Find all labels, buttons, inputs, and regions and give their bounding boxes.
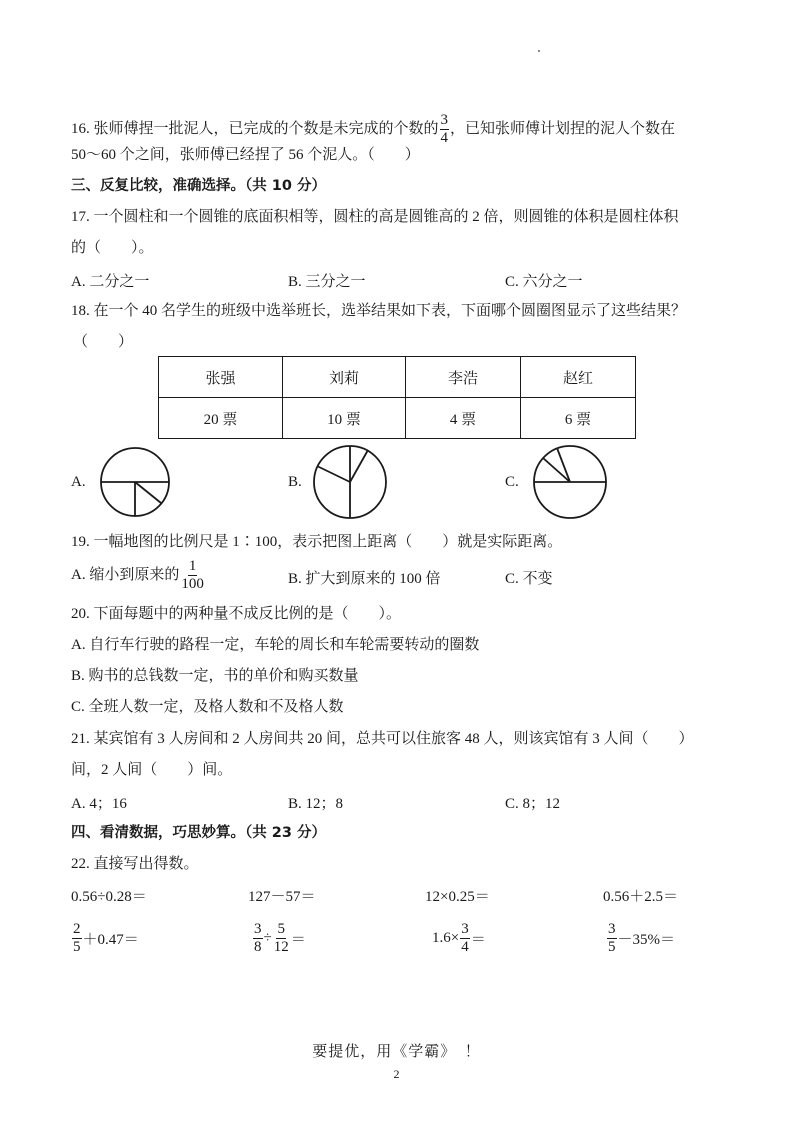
table-cell: 李浩 [406,357,521,398]
q17-option-a[interactable]: A. 二分之一 [71,274,150,290]
table-cell: 赵红 [521,357,636,398]
pie-b-radius-upper-right [350,450,368,482]
calc-2: 127－57＝ [248,889,316,905]
calc-5: $\frac{2}{5}$ ＋0.47＝ [73,921,139,955]
calc-6: $\frac{3}{8}$ ÷ $\frac{5}{12}$ ＝ [254,921,306,955]
q16-text-b: ，已知张师傅计划捏的泥人个数在 [450,120,676,137]
table-cell: 刘莉 [283,357,406,398]
calc-7: 1.6× $\frac{3}{4}$ ＝ [432,921,486,955]
pie-option-b[interactable] [311,443,391,523]
calc-1: 0.56÷0.28＝ [71,889,147,905]
pie-b-radius-upper-left [317,466,350,482]
page-number: 2 [393,1067,400,1081]
q16-line1 [71,112,675,147]
q18-line2: （ ） [73,334,134,350]
pie-option-c[interactable] [531,444,611,524]
q17-line2: 的（ ）。 [71,240,154,256]
q18-option-a-label[interactable]: A. [71,474,86,490]
q22-title: 22. 直接写出得数。 [71,856,199,872]
q19-option-a-text: A. 缩小到原来的 [71,566,180,583]
table-cell: 10 票 [283,398,406,439]
q19-option-a[interactable] [71,558,206,593]
q17-line1: 17. 一个圆柱和一个圆锥的底面积相等，圆柱的高是圆锥高的 2 倍，则圆锥的体积是圆柱体积 [71,209,679,225]
table-cell: 20 票 [159,398,283,439]
q21-option-b[interactable]: B. 12；8 [288,796,344,812]
scan-dot [538,50,540,52]
q19-option-b[interactable]: B. 扩大到原来的 100 倍 [288,571,441,587]
q20-option-b[interactable]: B. 购书的总钱数一定，书的单价和购买数量 [71,668,359,684]
section4-title: 四、看清数据，巧思妙算。（共 23 分） [71,825,327,841]
q20-option-a[interactable]: A. 自行车行驶的路程一定，车轮的周长和车轮需要转动的圈数 [71,637,480,653]
q17-option-b[interactable]: B. 三分之一 [288,274,366,290]
votes-table [158,356,636,439]
footer-slogan: 要提优，用《学霸》 ！ [312,1042,481,1060]
calc-4: 0.56＋2.5＝ [603,889,679,905]
q18-option-b-label[interactable]: B. [288,474,302,490]
q19-fraction: $\frac{1}{100}$ [181,558,204,592]
table-cell: 4 票 [406,398,521,439]
q21-option-c[interactable]: C. 8；12 [505,796,561,812]
q21-line1: 21. 某宾馆有 3 人房间和 2 人房间共 20 间，总共可以住旅客 48 人，则该宾馆有 3 人间（ ） [71,731,694,747]
q16-fraction: $\frac{3}{4}$ [440,112,449,146]
q21-line2: 间，2 人间（ ）间。 [71,762,233,778]
q18-line1: 18. 在一个 40 名学生的班级中选举班长，选举结果如下表，下面哪个圆圈图显示了这些结果？ [71,303,687,319]
pie-option-a[interactable] [98,445,174,521]
q21-option-a[interactable]: A. 4；16 [71,796,127,812]
table-row [159,398,636,439]
calc-8: $\frac{3}{5}$ －35%＝ [608,921,675,955]
table-row [159,357,636,398]
section3-title: 三、反复比较，准确选择。（共 10 分） [71,178,327,194]
q16-line2: 50～60 个之间，张师傅已经捏了 56 个泥人。（ ） [71,147,420,163]
pie-a-radius-lower-right [135,482,161,503]
q16-text-a: 16. 张师傅捏一批泥人，已完成的个数是未完成的个数的 [71,120,439,137]
q20-option-c[interactable]: C. 全班人数一定，及格人数和不及格人数 [71,699,344,715]
table-cell: 张强 [159,357,283,398]
q18-option-c-label[interactable]: C. [505,474,519,490]
q19-option-c[interactable]: C. 不变 [505,571,553,587]
q19-line1: 19. 一幅地图的比例尺是 1∶100，表示把图上距离（ ）就是实际距离。 [71,534,563,550]
q17-option-c[interactable]: C. 六分之一 [505,274,583,290]
calc-3: 12×0.25＝ [425,889,490,905]
table-cell: 6 票 [521,398,636,439]
q20-line1: 20. 下面每题中的两种量不成反比例的是（ ）。 [71,606,402,622]
